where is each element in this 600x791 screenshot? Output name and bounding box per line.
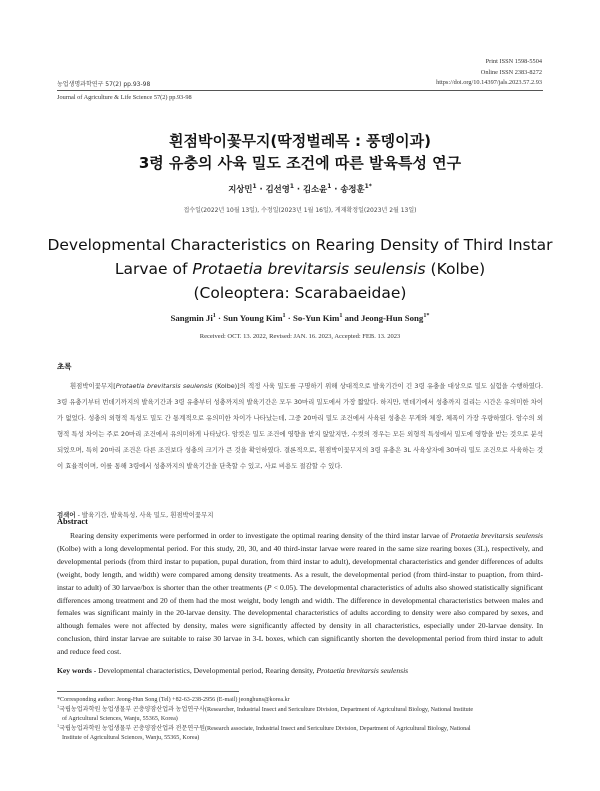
keywords-en-list: - Developmental characteristics, Developmental period, Rearing density, <box>91 666 317 675</box>
title-en-text: (Kolbe) <box>425 260 486 278</box>
author-en: Sangmin Ji <box>170 313 213 323</box>
author-sup: 1 <box>252 184 257 191</box>
author-separator: · <box>285 313 293 323</box>
doi-link[interactable]: https://doi.org/10.14397/jals.2023.57.2.93 <box>436 79 542 87</box>
abstract-en-body <box>57 530 543 659</box>
keywords-ko-list: - 발육기간, 발육특성, 사육 밀도, 흰점박이꽃무지 <box>75 511 214 519</box>
footnote-text: 국립농업과학원 농업생물부 곤충양잠산업과 농업연구사(Researcher, Industrial Insect and Sericulture Division, Department of Agricultural Biology, National Institute <box>59 707 474 713</box>
authors-ko: 지상민$^1$ · 김선영$^1$ · 김소윤$^1$ · 송정훈$^{1*}$ <box>228 184 372 194</box>
dates-en: Received: OCT. 13. 2022, Revised: JAN. 16. 2023, Accepted: FEB. 13. 2023 <box>199 333 401 340</box>
authors-en <box>0 313 600 323</box>
author-sup: 1 <box>282 313 286 320</box>
abstract-ko-body <box>57 378 543 474</box>
author-sup: 1 <box>212 313 216 320</box>
species-name-italic: Protaetia brevitarsis seulensis <box>316 666 409 675</box>
author-en: Sun Young Kim <box>223 313 283 323</box>
title-en-line3: (Coleoptera: Scarabaeidae) <box>193 284 407 302</box>
abstract-en-text: Rearing density experiments were performed in order to investigate the optimal rearing density of the third instar larvae of <box>70 531 451 540</box>
abstract-en-text: (Kolbe) with a long developmental period. For this study, 20, 30, and 40 third-instar larvae were reared in the same size rearing boxes (3L), respectively, and developmental periods (from third instar to pupation, pupal duration, from third instar to adult), developmental characteristics and gender differences of adults (weight, body length, and width) were compared among density treatments. As a result, the developmental period (from third-instar to puaption, from third-instar to adult) of 30 larvae/box is shorter than the other treatments ( <box>57 543 543 592</box>
footnote-divider <box>57 691 239 692</box>
abstract-ko-text: 흰점박이꽃무지[ <box>70 382 116 390</box>
abstract-en-text: < 0.05). The developmental characteristics of adults also showed statistically significant differences among treatment and 20 of them had the most weight, body length and width. The difference in developmental characteristics between males and females was significant mainly in the 20-larvae density. The developmental characteristics of adults according to density were also compared by sexes, and although females were not affected by density, males were significantly affected by density in all characteristics, especially under 20-larvae density. In conclusion, third instar larvae are suitable to raise 30 larvae in 3-L boxes, which can significantly shorten the developmental period from third instar to adult and reduce feed cost. <box>57 582 543 657</box>
issn-print: Print ISSN 1598-5504 <box>485 58 542 65</box>
journal-name-en: Journal of Agriculture & Life Science 57(2) pp.93-98 <box>57 94 192 101</box>
keywords-ko-label: 검색어 <box>57 511 76 519</box>
dates-ko: 접수일(2022년 10월 13일), 수정일(2023년 1월 16일), 게재확정일(2023년 2월 13일) <box>183 207 417 214</box>
p-value-symbol: P <box>266 582 272 592</box>
issn-block <box>436 57 542 89</box>
abstract-en-heading: Abstract <box>57 517 88 526</box>
footnote-sup: 1 <box>57 703 60 709</box>
title-ko-line2: 3령 유충의 사육 밀도 조건에 따른 발육특성 연구 <box>138 154 462 172</box>
header-divider <box>57 90 543 91</box>
author-en: Jeong-Hun Song <box>361 313 424 323</box>
title-en-text: Larvae of <box>114 260 193 278</box>
footnote-affiliation-2-cont: Institute of Agricultural Sciences, Wanju, 55365, Korea) <box>62 735 200 741</box>
footnote-affiliation-1 <box>57 703 543 715</box>
species-name-italic: Protaetia brevitarsis seulensis <box>450 531 544 540</box>
keywords-en-label: Key words <box>57 666 92 675</box>
author-and: and <box>342 313 361 323</box>
author-ko: 송정훈 <box>340 184 365 194</box>
footnote-text: 국립농업과학원 농업생물부 곤충양잠산업과 전문연구원(Research associate, Industrial Insect and Sericulture Division, Department of Agricultural Biology, National <box>59 726 471 732</box>
journal-name-ko: 농업생명과학연구 57(2) pp.93-98 <box>57 81 151 88</box>
author-sup: 1 <box>289 184 294 191</box>
author-ko: 김선영 <box>265 184 290 194</box>
author-sup: 1* <box>423 313 430 320</box>
footnote-affiliation-1-cont: of Agricultural Sciences, Wanju, 55365, Korea) <box>62 716 178 722</box>
title-en-line1: Developmental Characteristics on Rearing Density of Third Instar <box>47 236 553 254</box>
author-en: So-Yun Kim <box>292 313 340 323</box>
author-sup: 1* <box>364 184 372 191</box>
footnote-affiliation-2 <box>57 722 543 734</box>
abstract-ko-text: (Kolbe)]의 적정 사육 밀도를 구명하기 위해 상대적으로 발육기간이 긴 3령 유충을 대상으로 밀도 실험을 수행하였다. 3령 유충기부터 번데기까지의 발육기간과 3령 유충부터 성충까지의 발육기간은 모두 30마리 밀도에서 가장 짧았다. 하지만, 번데기에서 성충까지 걸리는 시간은 유의미한 차이가 없었다. 성충의 외형적 특성도 밀도 간 통계적으로 유의미한 차이가 나타났는데, 그중 20마리 밀도 조건에서 사육된 성충은 무게와 체장, 체폭이 가장 우량하였다. 암수의 외형적 특성 차이는 주로 20마리 조건에서 유의미하게 나타났다. 암컷은 밀도 조건에 영향을 받지 않았지만, 수컷의 경우는 모든 외형적 특성에서 밀도에 영향을 받는 것으로 분석되었으며, 특히 20마리 조건은 다른 조건보다 성충의 크기가 큰 것을 확인하였다. 결론적으로, 흰점박이꽃무지의 3령 유충은 3L 사육상자에 30마리 밀도 조건으로 사육하는 것이 효율적이며, 이를 통해 3령에서 성충까지의 발육기간을 단축할 수 있고, 사료 비용도 절감할 수 있다. <box>57 382 544 470</box>
abstract-ko-heading: 초록 <box>57 362 72 371</box>
footnote-corresponding: *Corresponding author: Jeong-Hun Song (Tel) +82-63-238-2956 (E-mail) jeonghuns@korea.kr <box>57 697 290 703</box>
issn-online: Online ISSN 2383-8272 <box>480 68 542 76</box>
author-ko: 김소윤 <box>302 184 328 194</box>
title-ko-line1: 흰점박이꽃무지(딱정벌레목 : 풍뎅이과) <box>169 132 431 150</box>
title-en-line2 <box>0 257 600 281</box>
footnote-sup: 1 <box>57 722 60 728</box>
species-name-italic: Protaetia brevitarsis seulensis <box>115 382 213 390</box>
keywords-en <box>57 666 408 675</box>
species-name-italic: Protaetia brevitarsis seulensis <box>192 260 426 278</box>
author-sup: 1 <box>327 184 332 191</box>
author-separator: · <box>215 313 224 323</box>
author-ko: 지상민 <box>228 184 253 194</box>
author-sup: 1 <box>339 313 343 320</box>
